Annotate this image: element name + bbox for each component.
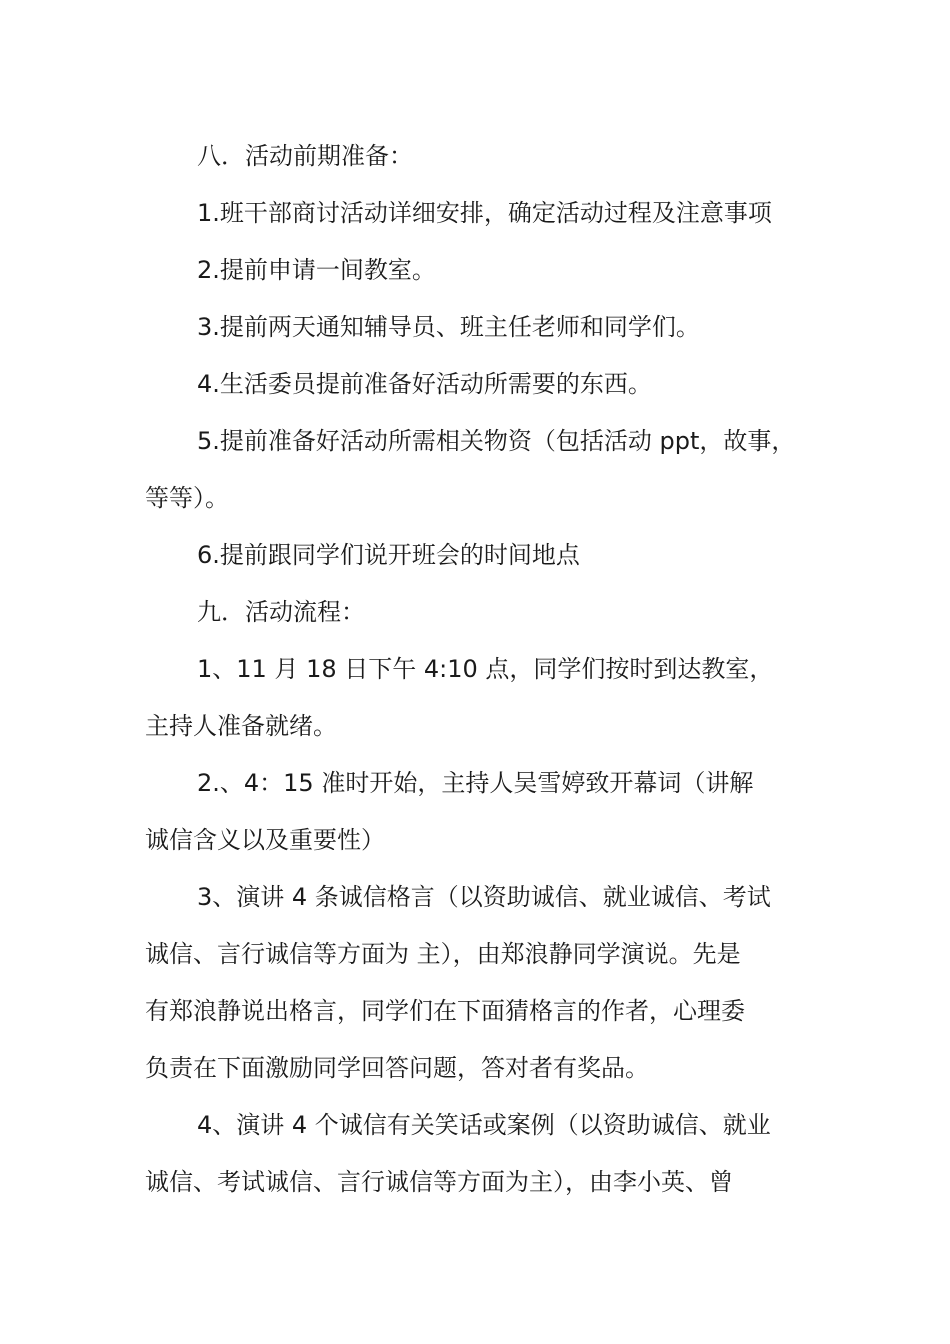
text-line: 1、11 月 18 日下午 4:10 点，同学们按时到达教室， [197, 655, 774, 683]
document-body [145, 128, 835, 1211]
text-line: 负责在下面激励同学回答问题，答对者有奖品。 [145, 1054, 649, 1082]
section-heading-process: 九．活动流程： [197, 598, 365, 626]
text-line: 诚信、言行诚信等方面为 主），由郑浪静同学演说。先是 [145, 940, 741, 968]
text-line: 1.班干部商讨活动详细安排，确定活动过程及注意事项 [197, 199, 772, 227]
text-line: 2.提前申请一间教室。 [197, 256, 436, 284]
text-line: 4、演讲 4 个诚信有关笑话或案例（以资助诚信、就业 [197, 1111, 771, 1139]
text-line: 2.、4：15 准时开始，主持人吴雪婷致开幕词（讲解 [197, 769, 754, 797]
text-line: 5.提前准备好活动所需相关物资（包括活动 ppt，故事， [197, 427, 796, 455]
text-line: 4.生活委员提前准备好活动所需要的东西。 [197, 370, 652, 398]
text-line: 有郑浪静说出格言，同学们在下面猜格言的作者，心理委 [145, 997, 745, 1025]
text-line: 等等）。 [145, 484, 229, 512]
text-line: 诚信、考试诚信、言行诚信等方面为主），由李小英、曾 [145, 1168, 733, 1196]
text-line: 主持人准备就绪。 [145, 712, 337, 740]
text-line: 3、演讲 4 条诚信格言（以资助诚信、就业诚信、考试 [197, 883, 771, 911]
section-heading-preparation: 八．活动前期准备： [197, 142, 413, 170]
text-line: 诚信含义以及重要性） [145, 826, 385, 854]
text-line: 3.提前两天通知辅导员、班主任老师和同学们。 [197, 313, 700, 341]
text-line: 6.提前跟同学们说开班会的时间地点 [197, 541, 580, 569]
